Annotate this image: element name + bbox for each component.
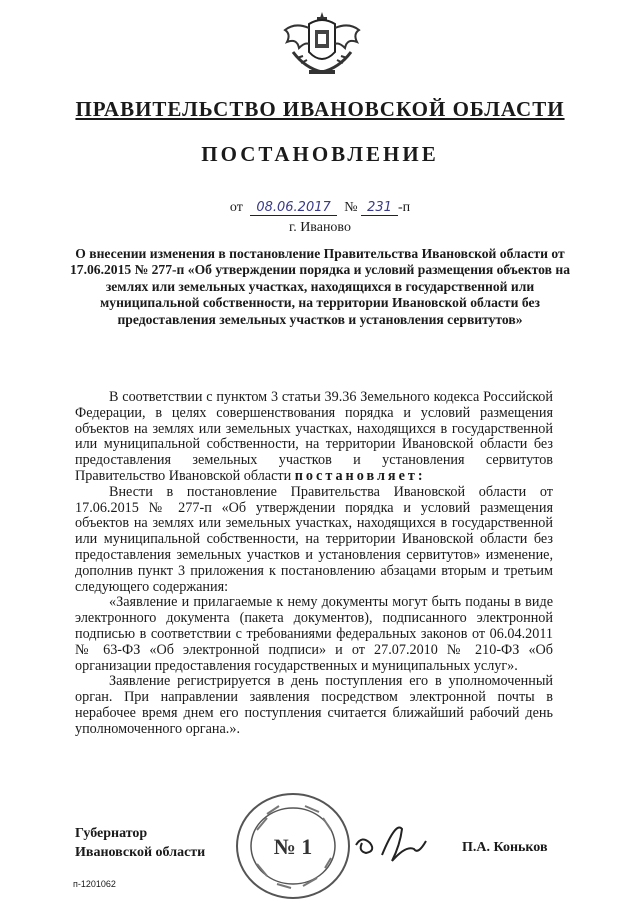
document-type: ПОСТАНОВЛЕНИЕ [201, 142, 439, 166]
city: г. Иваново [289, 220, 351, 235]
date-from-label: от [229, 200, 243, 215]
document-date: 08.06.2017 [250, 200, 336, 216]
government-title: ПРАВИТЕЛЬСТВО ИВАНОВСКОЙ ОБЛАСТИ [75, 97, 565, 121]
body-paragraph: Заявление регистрируется в день поступления его в уполномоченный орган. При направлении заявления посредством электронной почты в нерабочее время днем его поступления считается ближайший рабочий день уполномоченного органа.». [75, 673, 553, 737]
body-paragraph: В соответствии с пунктом 3 статьи 39.36 Земельного кодекса Российской Федерации, в целях совершенствования порядка и условий размещения объектов на землях или земельных участках, находящихся в государственной или муниципальной собственности, на территории Ивановской области без предоставления земельных участков и установления сервитутов Правительство Ивановской области постановляет: [75, 389, 553, 484]
handwritten-signature [352, 815, 432, 870]
body-paragraph: «Заявление и прилагаемые к нему документы могут быть поданы в виде электронного документа (пакета документов), подписанного электронной подписью в соответствии с требованиями федеральных законов от 06.04.2011 № 63-ФЗ «Об электронной подписи» и от 27.07.2010 № 210-ФЗ «Об организации предоставления государственных и муниципальных услуг». [75, 594, 553, 674]
document-body [75, 390, 553, 738]
coat-of-arms-emblem [279, 8, 365, 80]
signatory-name: П.А. Коньков [462, 840, 548, 855]
official-stamp [233, 790, 353, 902]
document-number: 231 [361, 200, 398, 216]
body-paragraph: Внести в постановление Правительства Ивановской области от 17.06.2015 № 277-п «Об утверждении порядка и условий размещения объектов на землях или земельных участках, находящихся в государственной или муниципальной собственности, на территории Ивановской области без предоставления земельных участков и установления сервитутов» изменение, дополнив пункт 3 приложения к постановлению абзацами вторым и третьим следующего содержания: [75, 483, 553, 595]
number-label: № [344, 200, 358, 215]
position-line: Губернатор [75, 826, 148, 841]
signatory-position [75, 824, 205, 862]
document-subject: О внесении изменения в постановление Правительства Ивановской области от 17.06.2015 № 277-п «Об утверждении порядка и условий размещения объектов на землях или земельных участках, находящихся в государственной или муниципальной собственности, на территории Ивановской области без предоставления земельных участков и установления сервитутов» [70, 246, 571, 327]
decree-word: постановляет: [294, 467, 426, 484]
footer-code: п-1201062 [73, 879, 116, 889]
number-suffix: -п [397, 200, 411, 215]
stamp-number: № 1 [273, 834, 313, 859]
position-line: Ивановской области [75, 845, 206, 860]
dateline [0, 200, 640, 216]
